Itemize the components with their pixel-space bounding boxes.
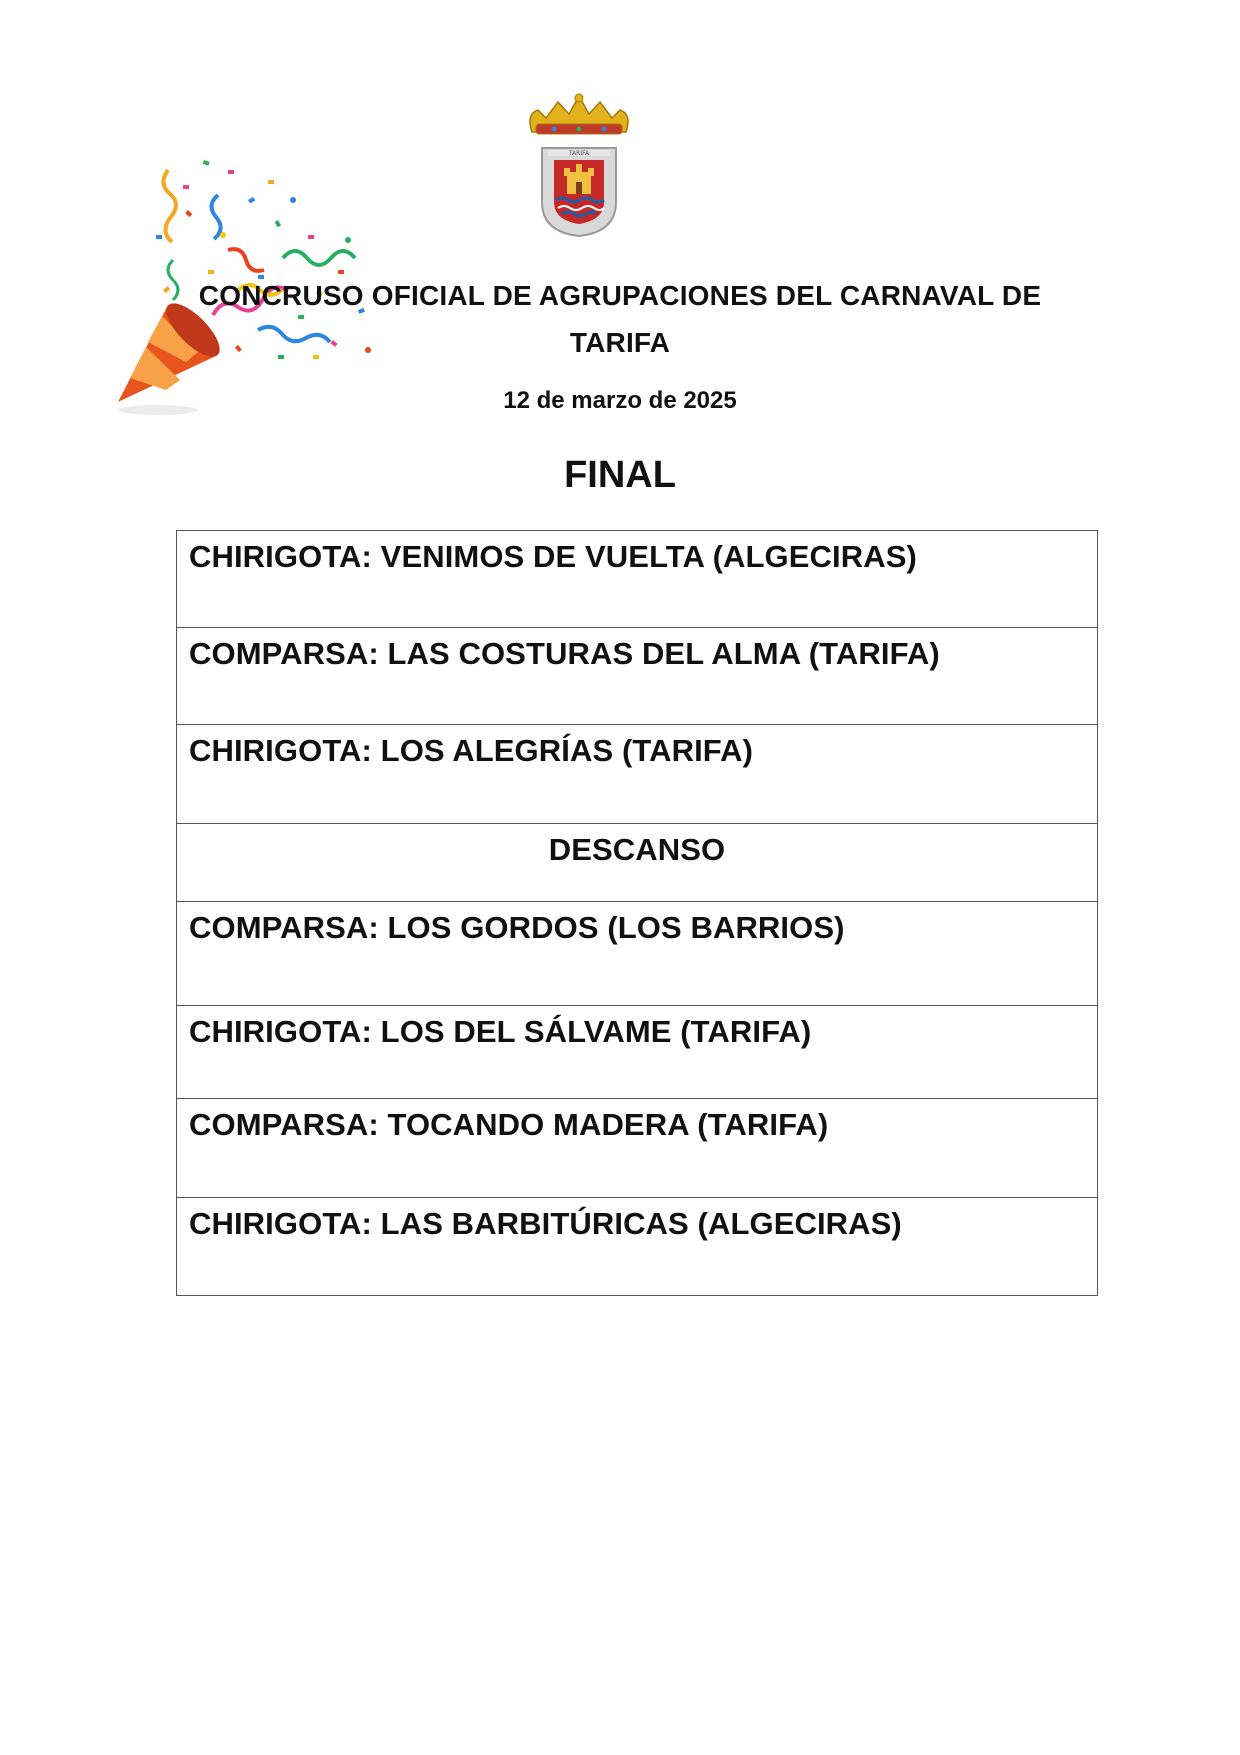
lineup-row bbox=[177, 1099, 1098, 1198]
lineup-table bbox=[176, 530, 1098, 1296]
group-entry: COMPARSA: LOS GORDOS (LOS BARRIOS) bbox=[177, 902, 1098, 1006]
lineup-row bbox=[177, 1006, 1098, 1099]
lineup-row bbox=[177, 1198, 1098, 1296]
stage-heading: FINAL bbox=[564, 454, 676, 496]
group-entry: COMPARSA: LAS COSTURAS DEL ALMA (TARIFA) bbox=[177, 628, 1098, 725]
group-entry: CHIRIGOTA: LOS ALEGRÍAS (TARIFA) bbox=[177, 725, 1098, 824]
group-entry: CHIRIGOTA: VENIMOS DE VUELTA (ALGECIRAS) bbox=[177, 531, 1098, 628]
group-entry: CHIRIGOTA: LAS BARBITÚRICAS (ALGECIRAS) bbox=[177, 1198, 1098, 1296]
lineup-row bbox=[177, 531, 1098, 628]
group-entry: COMPARSA: TOCANDO MADERA (TARIFA) bbox=[177, 1099, 1098, 1198]
event-date: 12 de marzo de 2025 bbox=[503, 387, 737, 414]
lineup-row bbox=[177, 628, 1098, 725]
tarifa-coat-of-arms-icon bbox=[524, 92, 634, 238]
intermission-label: DESCANSO bbox=[177, 824, 1098, 902]
lineup-row bbox=[177, 725, 1098, 824]
contest-title: CONCRUSO OFICIAL DE AGRUPACIONES DEL CARNAVAL DE TARIFA bbox=[198, 280, 1042, 358]
group-entry: CHIRIGOTA: LOS DEL SÁLVAME (TARIFA) bbox=[177, 1006, 1098, 1099]
crest-motto: TARIFA bbox=[568, 150, 590, 157]
lineup-row bbox=[177, 902, 1098, 1006]
lineup-row bbox=[177, 824, 1098, 902]
